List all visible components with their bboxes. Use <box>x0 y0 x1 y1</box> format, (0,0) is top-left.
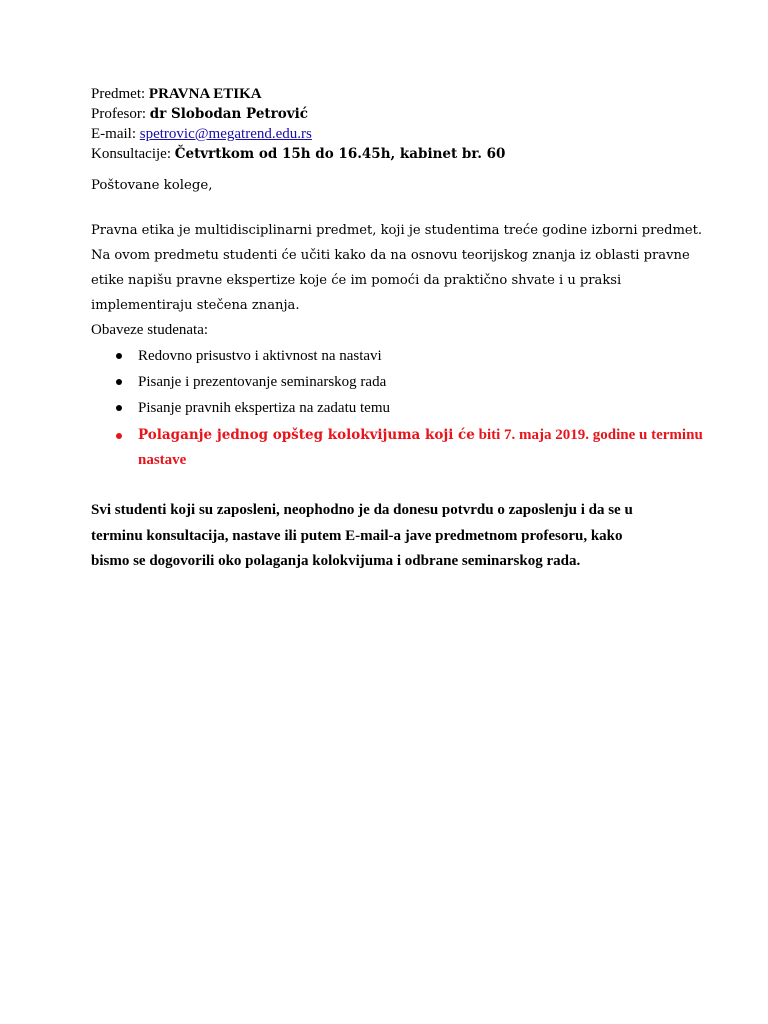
closing-line: Svi studenti koji su zaposleni, neophodno je da donesu potvrdu o zaposlenju i da se u <box>91 502 633 518</box>
professor-label: Profesor: <box>91 106 150 122</box>
bullet-icon <box>116 379 122 385</box>
subject-value: PRAVNA ETIKA <box>148 86 262 102</box>
closing-line: terminu konsultacija, nastave ili putem E-mail-a jave predmetnom profesoru, kako <box>91 527 623 544</box>
highlight-text-part: Polaganje jednog opšteg kolokvijuma koji <box>138 427 459 443</box>
intro-line: implementiraju stečena znanja. <box>91 298 300 313</box>
consultation-line <box>91 144 505 164</box>
professor-value: dr Slobodan Petrović <box>149 106 308 122</box>
course-header <box>91 84 505 164</box>
intro-line: Pravna etika je multidisciplinarni predmet, koji je studentima treće godine izborni predmet. <box>91 223 703 238</box>
email-label: E-mail: <box>91 126 140 142</box>
highlight-line-1 <box>138 423 703 448</box>
highlight-line-2: nastave <box>138 452 187 468</box>
intro-line: etike napišu pravne ekspertize koje će im pomoći da praktično shvate i u praksi <box>91 273 622 288</box>
highlight-item-text <box>138 423 703 473</box>
email-line <box>91 124 505 144</box>
subject-line <box>91 84 505 104</box>
list-item-text: Pisanje i prezentovanje seminarskog rada <box>138 374 387 390</box>
email-link[interactable]: spetrovic@megatrend.edu.rs <box>139 126 312 142</box>
subject-label: Predmet: <box>91 86 149 102</box>
bullet-icon <box>116 433 122 439</box>
closing-paragraph <box>91 498 711 575</box>
professor-line <box>91 104 505 124</box>
greeting: Poštovane kolege, <box>91 178 213 193</box>
intro-line: Na ovom predmetu studenti će učiti kako da na osnovu teorijskog znanja iz oblasti pravne <box>91 248 690 263</box>
obligations-title: Obaveze studenata: <box>91 322 209 338</box>
list-item-text: Pisanje pravnih ekspertiza na zadatu temu <box>138 400 390 416</box>
list-item-text: Redovno prisustvo i aktivnost na nastavi <box>138 348 382 364</box>
intro-paragraph <box>91 218 731 318</box>
highlight-text-part: će <box>458 427 475 443</box>
consultation-label: Konsultacije: <box>91 146 175 162</box>
bullet-icon <box>116 405 122 411</box>
bullet-icon <box>116 353 122 359</box>
highlight-text-part: biti 7. maja 2019. godine u terminu <box>474 427 703 443</box>
consultation-value: Četvrtkom od 15h do 16.45h, kabinet br. 60 <box>174 146 506 162</box>
closing-line: bismo se dogovorili oko polaganja kolokvijuma i odbrane seminarskog rada. <box>91 553 581 569</box>
